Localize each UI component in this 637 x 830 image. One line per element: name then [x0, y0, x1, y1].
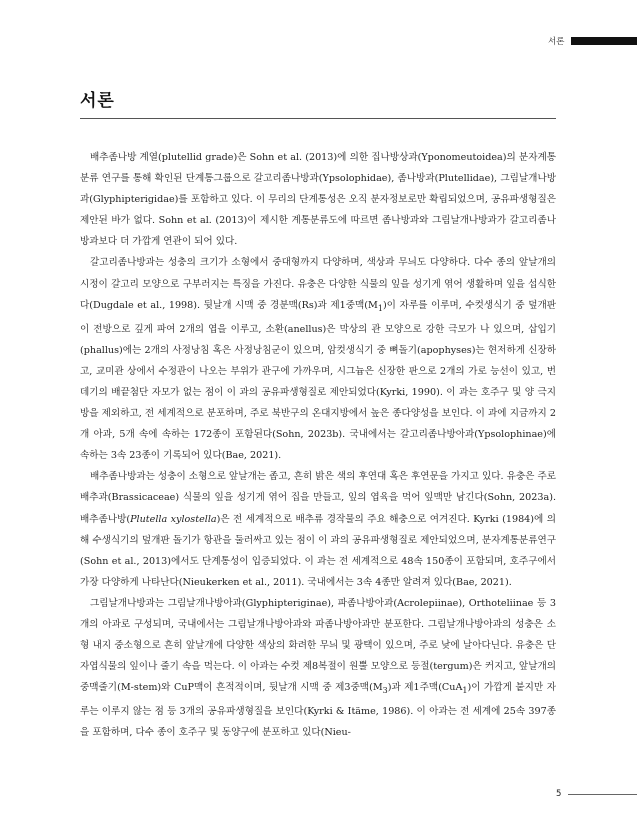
footer-rule	[568, 794, 637, 795]
paragraph-2-text-a: 갈고리좀나방과는 성충의 크기가 소형에서 중대형까지 다양하며, 색상과 무늬도 다양하다. 다수 종의 앞날개의 시정이 갈고리 모양으로 구부러지는 특징을 가진다. 유충은 다양한 식물의 잎을 성기게 엮어 생활하며 잎을 섭식한다(Dugdale et al., 1998). 뒷날개 시맥 중 경분맥(Rs)과 제1중맥(M	[80, 257, 556, 311]
paragraph-1-text: 배추좀나방 계열(plutellid grade)은 Sohn et al. (2013)에 의한 집나방상과(Yponomeutoidea)의 분자계통분류 연구를 통해 확인된 단계통그룹으로 갈고리좀나방과(Ypsolophidae), 좀나방과(Plutellidae), 그림날개나방과(Glyphipterigidae)를 포함하고 있다. 이 무리의 단계통성은 오직 분자정보로만 확립되었으며, 공유파생형질은 제안된 바가 없다. Sohn et al. (2013)이 제시한 계통분류도에 따르면 좀나방과와 그림날개나방과가 갈고리좀나방과보다 더 가깝게 연관이 되어 있다.	[80, 152, 556, 248]
subscript: 3	[382, 686, 388, 696]
paragraph-3	[80, 466, 556, 593]
species-name: Plutella xylostella	[130, 513, 217, 525]
paragraph-4-text-c: )이 가깝게 붙지만 자루는 이루지 않는 점 등 3개의 공유파생형질을 보인다(Kyrki & Itäme, 1986). 이 아과는 전 세계에 25속 397종을 포함하며, 다수 종이 호주구 및 동양구에 분포하고 있다(Nieu-	[80, 682, 556, 739]
paragraph-2	[80, 252, 556, 466]
paragraph-1	[80, 147, 556, 252]
section-title: 서론	[80, 91, 115, 111]
running-header-label: 서론	[548, 37, 565, 47]
paragraph-3-text-a: 배추좀나방과는 성충이 소형으로 앞날개는 좁고, 흔히 밝은 색의 후연대 혹은 후연문을 가지고 있다. 유충은 주로 배추과(Brassicaceae) 식물의 잎을 성기게 엮어 집을 만들고, 잎의 엽육을 먹어 잎맥만 남긴다(Sohn, 2023a). 배추좀나방(	[80, 471, 556, 525]
page-number: 5	[556, 789, 562, 799]
paragraph-2-text-b: )이 자루를 이루며, 수컷생식기 중 덮개판이 전방으로 깊게 파여 2개의 엽을 이루고, 소환(anellus)은 막상의 관 모양으로 강한 극모가 나 있으며, 삽입기(phallus)에는 2개의 사정낭침 혹은 사정낭침군이 있으며, 암컷생식기 중 뼈돌기(apophyses)는 현저하게 신장하고, 교미관 상에서 수정관이 나오는 부위가 관구에 가까우며, 시그늄은 신장한 판으로 2개의 가로 능선이 있고, 번데기의 배끝첨단 자모가 없는 점이 이 과의 공유파생형질로 제안되었다(Kyrki, 1990). 이 과는 호주구 및 양 극지방을 제외하고, 전 세계적으로 분포하며, 주로 북반구의 온대지방에서 높은 종다양성을 보인다. 이 과에 지금까지 2개 아과, 5개 속에 속하는 172종이 포함된다(Sohn, 2023b). 국내에서는 갈고리좀나방아과(Ypsolophinae)에 속하는 3속 23종이 기록되어 있다(Bae, 2021).	[80, 299, 557, 462]
paragraph-4	[80, 593, 556, 744]
paragraph-4-text-b: )과 제1주맥(CuA	[387, 682, 463, 694]
running-header-bar	[571, 37, 637, 45]
subscript: 1	[377, 303, 383, 313]
subscript: 1	[462, 686, 468, 696]
paragraph-3-text-b: )은 전 세계적으로 배추류 경작물의 주요 해충으로 여겨진다. Kyrki (1984)에 의해 수생식기의 덮개판 돌기가 항관을 둘러싸고 있는 점이 이 과의 공유파생형질로 제안되었으며, 분자계통분류연구(Sohn et al., 2013)에서도 단계통성이 입증되었다. 이 과는 전 세계적으로 48속 150종이 포함되며, 호주구에서 가장 다양하게 나타난다(Nieukerken et al., 2011). 국내에서는 3속 4종만 알려져 있다(Bae, 2021).	[80, 513, 556, 588]
body-text	[80, 147, 556, 743]
title-rule	[80, 118, 556, 119]
paragraph-4-text-a: 그림날개나방과는 그림날개나방아과(Glyphipteriginae), 파좀나방아과(Acrolepiinae), Orthoteliinae 등 3개의 아과로 구성되며, 국내에서는 그림날개나방아과와 파좀나방아과만 분포한다. 그림날개나방아과의 성충은 소형 내지 중소형으로 흔히 앞날개에 다양한 색상의 화려한 무늬 및 광택이 있으며, 주로 낮에 날아다닌다. 유충은 단자엽식물의 잎이나 줄기 속을 먹는다. 이 아과는 수컷 제8복절이 원뿔 모양으로 등절(tergum)은 커지고, 앞날개의 중맥줄기(M-stem)와 CuP맥이 흔적적이며, 뒷날개 시맥 중 제3중맥(M	[80, 597, 556, 694]
